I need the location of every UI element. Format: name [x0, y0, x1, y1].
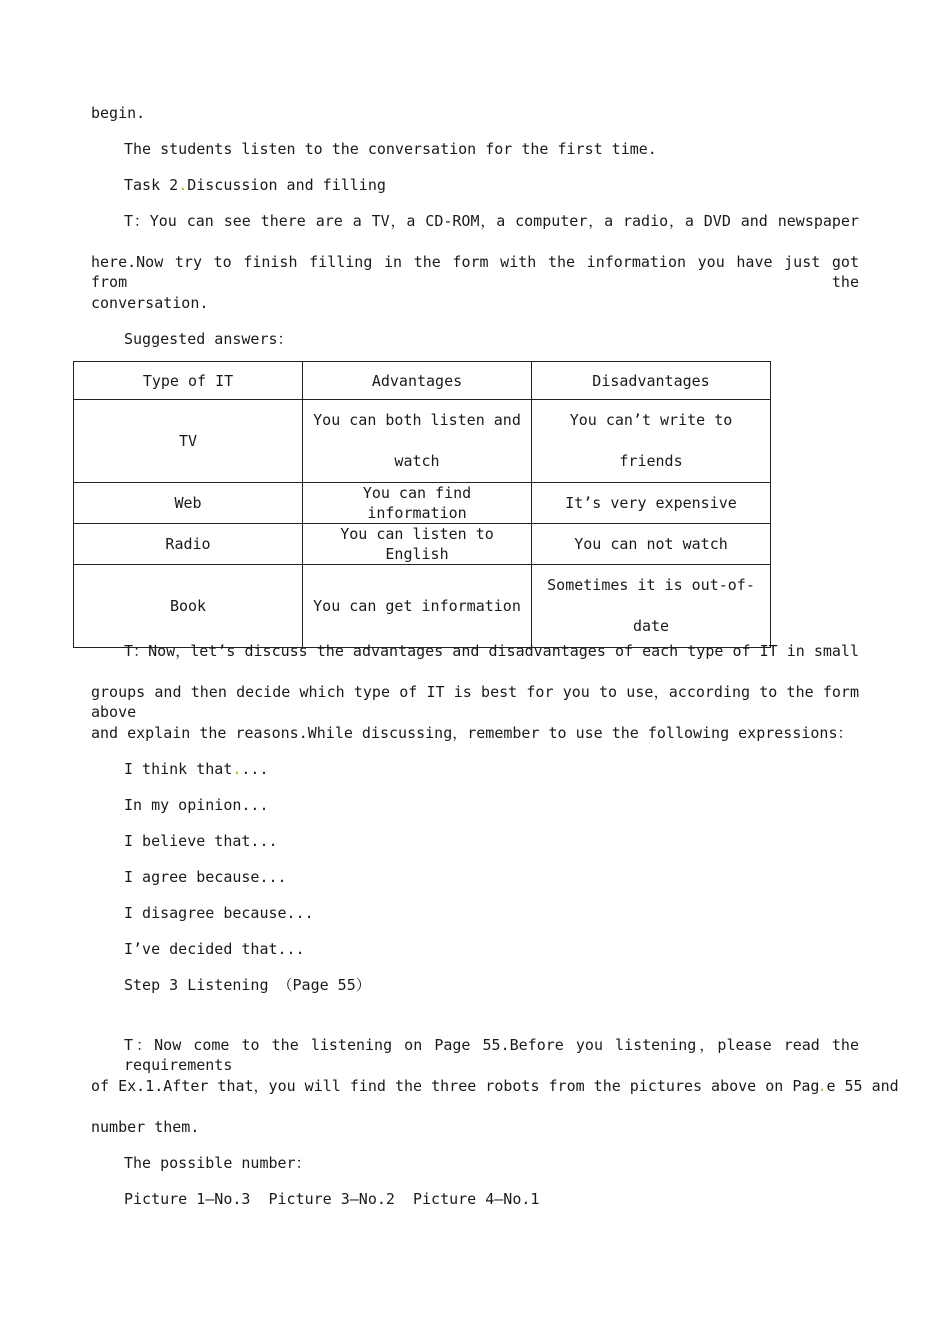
table-row	[74, 400, 771, 483]
text-line: groups and then decide which type of IT is best for you to use，according to the form above	[91, 683, 859, 721]
cell-advantage	[303, 400, 532, 483]
expression-item: I believe that...	[124, 832, 278, 850]
marker-dot: .	[817, 1077, 827, 1095]
text-line: Suggested answers：	[124, 330, 293, 348]
expression-item: In my opinion...	[124, 796, 269, 814]
table-row	[74, 565, 771, 648]
step-heading: Step 3 Listening （Page 55）	[124, 976, 371, 994]
text-segment: e 55 and	[826, 1077, 899, 1095]
text-line: The students listen to the conversation for the first time.	[124, 140, 657, 158]
text-line: begin.	[91, 104, 146, 122]
text-line: Picture 1—No.3 Picture 3—No.2 Picture 4—No.1	[124, 1190, 540, 1208]
cell-line: date	[632, 617, 670, 635]
table-row	[74, 483, 771, 524]
text-line: T：Now come to the listening on Page 55.Before you listening，please read the requirements	[124, 1036, 859, 1074]
cell-disadvantage	[532, 565, 771, 648]
header-type: Type of IT	[74, 362, 303, 400]
cell-line: You can’t write to	[569, 411, 733, 429]
cell-disadvantage	[532, 400, 771, 483]
cell-line: friends	[619, 452, 683, 470]
cell-line: watch	[394, 452, 440, 470]
cell-disadvantage: You can not watch	[532, 524, 771, 565]
task-title: Discussion and filling	[187, 176, 386, 194]
cell-advantage: You can find information	[303, 483, 532, 524]
text-line: here.Now try to finish filling in the form with the information you have just got from the	[91, 253, 859, 291]
text-line: conversation.	[91, 294, 209, 312]
cell-advantage: You can listen to English	[303, 524, 532, 565]
it-comparison-table	[73, 361, 771, 648]
text-line: T：You can see there are a TV，a CD-ROM，a computer，a radio，a DVD and newspaper	[124, 212, 859, 230]
cell-type: Radio	[74, 524, 303, 565]
cell-type: Web	[74, 483, 303, 524]
expression-item: I agree because...	[124, 868, 287, 886]
text-line: number them.	[91, 1118, 200, 1136]
cell-advantage: You can get information	[303, 565, 532, 648]
text-segment: of Ex.1.After that，you will find the three robots from the pictures above on Pag	[91, 1077, 820, 1095]
cell-line: You can both listen and	[313, 411, 521, 429]
cell-type: Book	[74, 565, 303, 648]
expression-item: I’ve decided that...	[124, 940, 305, 958]
text-line: and explain the reasons.While discussing，remember to use the following expressions：	[91, 724, 853, 742]
marker-dot: .	[178, 176, 188, 194]
text-line	[91, 1076, 899, 1096]
task-number: Task 2	[124, 176, 179, 194]
table-header-row	[74, 362, 771, 400]
table-row	[74, 524, 771, 565]
cell-line: Sometimes it is out-of-	[547, 576, 755, 594]
expression-item	[124, 759, 269, 779]
task-heading	[124, 175, 386, 195]
cell-type: TV	[74, 400, 303, 483]
header-disadvantages: Disadvantages	[532, 362, 771, 400]
text-line: The possible number：	[124, 1154, 311, 1172]
expression-text: I think that	[124, 760, 233, 778]
expression-ellipsis: ....	[232, 760, 269, 778]
text-line: T：Now，let’s discuss the advantages and disadvantages of each type of IT in small	[124, 642, 859, 660]
cell-disadvantage: It’s very expensive	[532, 483, 771, 524]
header-advantages: Advantages	[303, 362, 532, 400]
expression-item: I disagree because...	[124, 904, 314, 922]
